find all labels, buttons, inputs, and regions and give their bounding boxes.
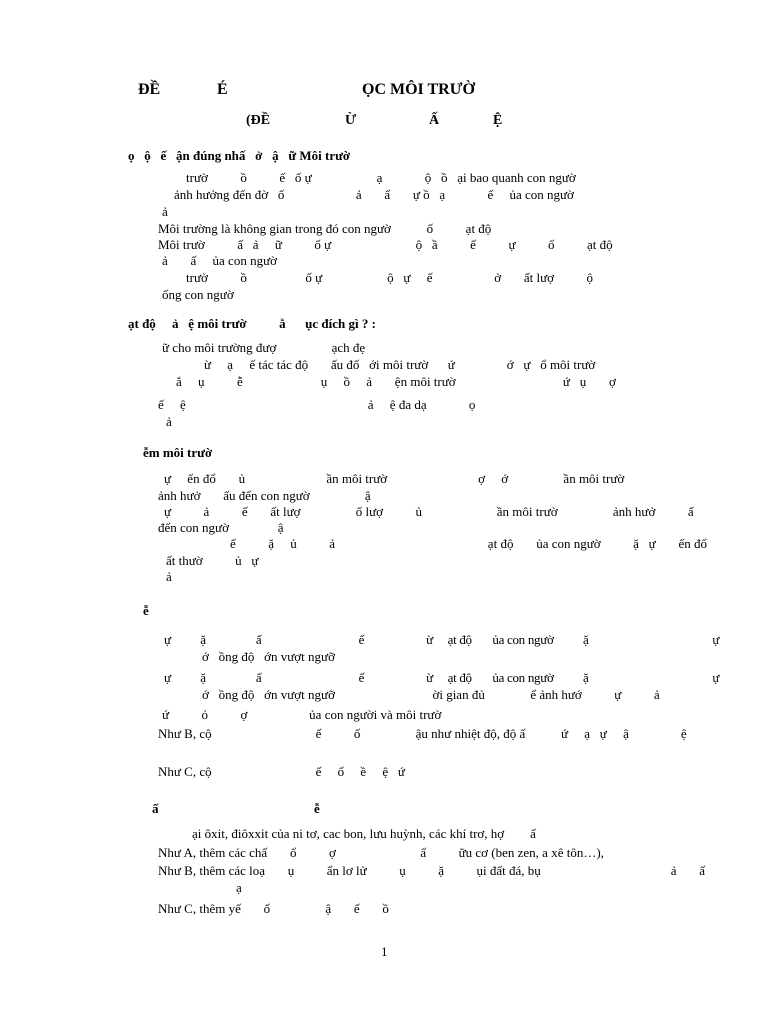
q3-line-6: ất thườ ủ ự	[166, 553, 259, 568]
q3-line-3: ự ả ế ất lượ ố lượ ủ ần môi trườ ảnh hưở ấ	[164, 504, 694, 519]
q5-line-4: ạ	[236, 880, 242, 895]
q4-line-4: ớ ồng độ ớn vượt ngưỡ ời gian đủ ể ảnh hướ ự ả	[202, 687, 660, 702]
q2-line-2: ừ ạ ế tác tác độ ấu đố ới môi trườ ứ ớ ự ổ môi trườ	[204, 357, 596, 372]
q4-line-1: ự ặ ấ ế ừ ạt độ ủa con ngườ ặ ự	[164, 632, 720, 647]
title-mid: É	[217, 81, 228, 98]
q1-line-1: trườ ồ ế ố ự ạ ộ ồ ại bao quanh con ngườ	[186, 170, 576, 185]
page-number: 1	[381, 944, 388, 959]
subtitle-part-4: Ệ	[493, 113, 503, 128]
q4-line-6: Như B, cộ ế ố ậu như nhiệt độ, độ ấ ứ ạ ự ậ ệ	[158, 726, 687, 741]
subtitle-part-1: (ĐỀ	[246, 113, 271, 128]
q3-line-4: đến con ngườ ậ	[158, 520, 284, 535]
question-3-heading: ễm môi trườ	[143, 445, 213, 460]
q4-line-5: ứ ỏ ợ ủa con người và môi trườ	[162, 707, 442, 722]
q2-line-3: ắ ụ ễ ụ ồ ả ện môi trườ ứ ụ ợ	[176, 374, 616, 389]
q1-line-2: ảnh hưởng đến đờ ố ả ấ ự ồ ạ ế ủa con ngườ	[174, 187, 574, 202]
question-5-heading-a: ấ	[152, 801, 159, 816]
q3-line-1: ự ến đổ ủ ần môi trườ ợ ớ ần môi trườ	[164, 471, 625, 486]
question-4-heading: ễ	[143, 603, 149, 618]
q3-line-2: ảnh hưở ấu đến con ngườ ậ	[158, 488, 371, 503]
q5-line-3: Như B, thêm các loạ ụ ẩn lơ lử ụ ặ ụi đất đá, bụ ả ấ	[158, 863, 706, 878]
q1-line-6: ả ấ ủa con ngườ	[162, 253, 278, 268]
q4-line-3: ự ặ ấ ế ừ ạt độ ủa con ngườ ặ ự	[164, 670, 720, 685]
q1-line-8: ống con ngườ	[162, 287, 234, 302]
q1-line-5: Môi trườ ấ ả ữ ố ự ộ ầ ế ự ố ạt độ	[158, 237, 613, 252]
subtitle-part-2: Ừ	[345, 113, 357, 128]
question-2-heading: ạt độ ả ệ môi trườ ằ ục đích gì ? :	[128, 316, 376, 331]
q1-line-7: trườ ồ ố ự ộ ự ế ở ất lượ ộ	[186, 270, 594, 285]
q5-line-5: Như C, thêm yế ố ậ ế ồ	[158, 901, 389, 916]
question-5-heading-b: ễ	[314, 801, 320, 816]
title-right: ỌC MÔI TRƯỜ	[362, 81, 475, 98]
q3-line-7: ả	[166, 569, 172, 584]
q4-line-7: Như C, cộ ế ố ề ệ ứ	[158, 764, 405, 779]
q5-line-1: ại ôxit, điôxxit của ni tơ, cac bon, lưu huỳnh, các khí trơ, hợ ấ	[192, 826, 536, 841]
q3-line-5: ế ặ ủ ả ạt độ ủa con ngườ ặ ự ến đổ	[230, 536, 707, 551]
subtitle-part-3: Ấ	[429, 113, 440, 128]
q2-line-4: ế ệ ả ệ đa dạ ọ	[158, 397, 476, 412]
title-left: ĐỀ	[138, 81, 161, 98]
question-1-heading: ọ ộ ế ận đúng nhấ ở ậ ữ Môi trườ	[128, 148, 351, 163]
q2-line-1: ữ cho môi trường đượ ạch đẹ	[162, 340, 366, 355]
q1-line-3: ả	[162, 204, 168, 219]
q5-line-2: Như A, thêm các chấ ổ ợ ấ ữu cơ (ben zen, a xê tôn…),	[158, 845, 604, 860]
q4-line-2: ớ ồng độ ớn vượt ngưỡ	[202, 649, 335, 664]
q2-line-5: ả	[166, 414, 172, 429]
q1-line-4: Môi trường là không gian trong đó con ngườ ố ạt độ	[158, 221, 492, 236]
